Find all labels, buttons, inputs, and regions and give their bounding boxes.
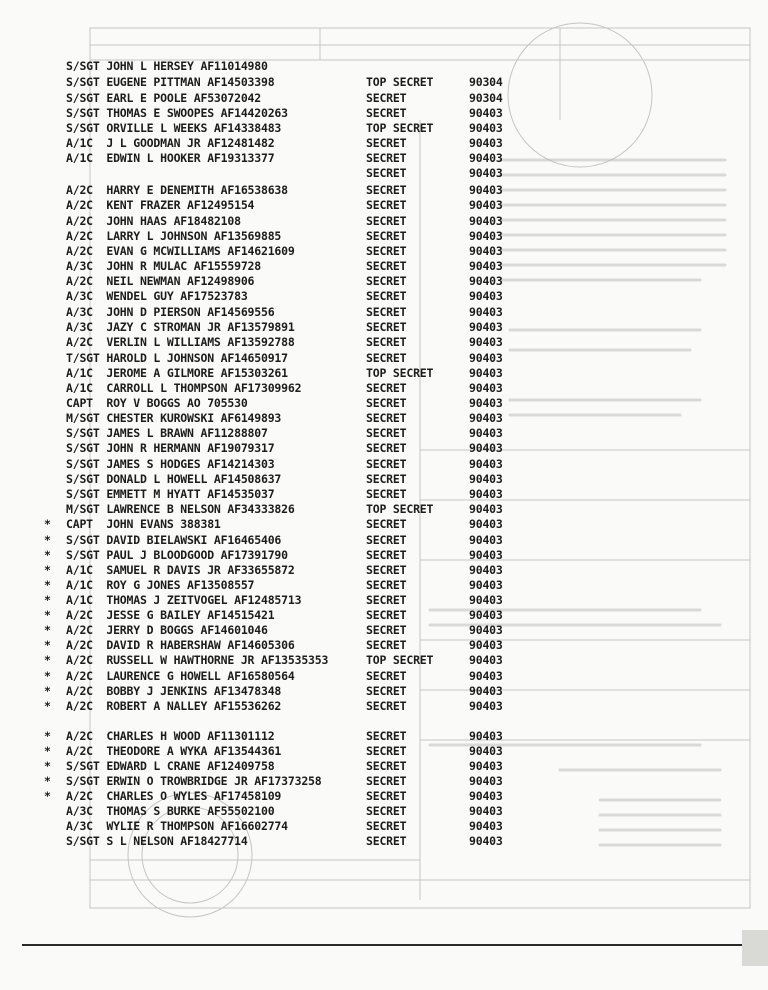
asterisk-marker: *: [44, 608, 51, 622]
roster-row: [0, 472, 768, 487]
personnel-name: S/SGT DAVID BIELAWSKI AF16465406: [66, 533, 282, 547]
asterisk-marker: *: [44, 699, 51, 713]
clearance-code: 90403: [469, 351, 503, 365]
clearance-level: SECRET: [366, 472, 407, 486]
roster-row: [0, 259, 768, 274]
asterisk-marker: *: [44, 744, 51, 758]
roster-row: [0, 774, 768, 789]
personnel-name: S/SGT JAMES L BRAWN AF11288807: [66, 426, 268, 440]
roster-row: [0, 714, 768, 729]
roster-row: [0, 426, 768, 441]
asterisk-marker: *: [44, 684, 51, 698]
clearance-level: TOP SECRET: [366, 366, 434, 380]
clearance-level: SECRET: [366, 411, 407, 425]
clearance-level: SECRET: [366, 563, 407, 577]
asterisk-marker: *: [44, 669, 51, 683]
clearance-code: 90403: [469, 729, 503, 743]
clearance-level: SECRET: [366, 623, 407, 637]
clearance-code: 90403: [469, 151, 503, 165]
clearance-code: 90403: [469, 198, 503, 212]
clearance-level: SECRET: [366, 151, 407, 165]
clearance-code: 90403: [469, 441, 503, 455]
clearance-level: SECRET: [366, 426, 407, 440]
personnel-name: CAPT JOHN EVANS 388381: [66, 517, 221, 531]
personnel-name: M/SGT CHESTER KUROWSKI AF6149893: [66, 411, 282, 425]
clearance-code: 90403: [469, 183, 503, 197]
clearance-code: 90403: [469, 548, 503, 562]
clearance-code: 90403: [469, 789, 503, 803]
clearance-code: 90403: [469, 623, 503, 637]
clearance-level: SECRET: [366, 198, 407, 212]
clearance-level: SECRET: [366, 759, 407, 773]
personnel-name: A/1C THOMAS J ZEITVOGEL AF12485713: [66, 593, 302, 607]
clearance-level: SECRET: [366, 593, 407, 607]
clearance-level: TOP SECRET: [366, 75, 434, 89]
asterisk-marker: *: [44, 789, 51, 803]
clearance-level: SECRET: [366, 259, 407, 273]
clearance-code: 90403: [469, 684, 503, 698]
roster-row: [0, 699, 768, 714]
clearance-code: 90403: [469, 563, 503, 577]
roster-row: [0, 411, 768, 426]
clearance-level: SECRET: [366, 166, 407, 180]
clearance-level: SECRET: [366, 517, 407, 531]
personnel-name: S/SGT JOHN R HERMANN AF19079317: [66, 441, 275, 455]
clearance-code: 90403: [469, 289, 503, 303]
clearance-level: SECRET: [366, 487, 407, 501]
roster-row: [0, 289, 768, 304]
personnel-name: S/SGT EDWARD L CRANE AF12409758: [66, 759, 275, 773]
personnel-name: A/2C JOHN HAAS AF18482108: [66, 214, 241, 228]
personnel-name: A/3C JOHN R MULAC AF15559728: [66, 259, 261, 273]
clearance-code: 90403: [469, 274, 503, 288]
personnel-name: A/1C J L GOODMAN JR AF12481482: [66, 136, 275, 150]
clearance-code: 90403: [469, 229, 503, 243]
clearance-level: SECRET: [366, 274, 407, 288]
clearance-code: 90403: [469, 381, 503, 395]
roster-row: [0, 166, 768, 181]
scan-edge-shadow: [742, 930, 768, 966]
bottom-rule: [22, 944, 752, 946]
clearance-level: TOP SECRET: [366, 121, 434, 135]
roster-row: [0, 351, 768, 366]
roster-row: [0, 59, 768, 74]
roster-row: [0, 834, 768, 849]
asterisk-marker: *: [44, 593, 51, 607]
personnel-name: A/2C JERRY D BOGGS AF14601046: [66, 623, 268, 637]
personnel-name: A/1C SAMUEL R DAVIS JR AF33655872: [66, 563, 295, 577]
personnel-name: M/SGT LAWRENCE B NELSON AF34333826: [66, 502, 295, 516]
roster-row: [0, 106, 768, 121]
roster-row: [0, 608, 768, 623]
roster-row: [0, 638, 768, 653]
clearance-level: SECRET: [366, 744, 407, 758]
clearance-code: 90403: [469, 396, 503, 410]
roster-row: [0, 75, 768, 90]
clearance-code: 90403: [469, 487, 503, 501]
personnel-name: A/1C CARROLL L THOMPSON AF17309962: [66, 381, 302, 395]
clearance-level: SECRET: [366, 834, 407, 848]
personnel-name: S/SGT EUGENE PITTMAN AF14503398: [66, 75, 275, 89]
roster-row: [0, 744, 768, 759]
clearance-code: 90403: [469, 608, 503, 622]
asterisk-marker: *: [44, 623, 51, 637]
clearance-code: 90403: [469, 774, 503, 788]
clearance-code: 90403: [469, 472, 503, 486]
clearance-code: 90403: [469, 411, 503, 425]
roster-row: [0, 396, 768, 411]
clearance-code: 90403: [469, 335, 503, 349]
clearance-code: 90304: [469, 75, 503, 89]
roster-row: [0, 804, 768, 819]
clearance-level: SECRET: [366, 396, 407, 410]
personnel-name: A/2C NEIL NEWMAN AF12498906: [66, 274, 255, 288]
personnel-name: A/2C VERLIN L WILLIAMS AF13592788: [66, 335, 295, 349]
clearance-level: SECRET: [366, 638, 407, 652]
clearance-level: SECRET: [366, 699, 407, 713]
personnel-name: S/SGT JAMES S HODGES AF14214303: [66, 457, 275, 471]
clearance-level: SECRET: [366, 335, 407, 349]
clearance-level: SECRET: [366, 533, 407, 547]
clearance-level: SECRET: [366, 578, 407, 592]
personnel-name: A/1C JEROME A GILMORE AF15303261: [66, 366, 288, 380]
clearance-level: SECRET: [366, 320, 407, 334]
personnel-name: A/2C KENT FRAZER AF12495154: [66, 198, 255, 212]
roster-row: [0, 729, 768, 744]
roster-row: [0, 533, 768, 548]
clearance-level: SECRET: [366, 289, 407, 303]
clearance-level: SECRET: [366, 441, 407, 455]
asterisk-marker: *: [44, 653, 51, 667]
clearance-code: 90403: [469, 244, 503, 258]
roster-row: [0, 320, 768, 335]
roster-row: [0, 759, 768, 774]
roster-row: [0, 819, 768, 834]
personnel-name: S/SGT JOHN L HERSEY AF11014980: [66, 59, 268, 73]
personnel-name: A/3C WENDEL GUY AF17523783: [66, 289, 248, 303]
clearance-code: 90304: [469, 91, 503, 105]
personnel-name: A/3C JOHN D PIERSON AF14569556: [66, 305, 275, 319]
roster-row: [0, 229, 768, 244]
clearance-level: SECRET: [366, 457, 407, 471]
personnel-name: A/2C JESSE G BAILEY AF14515421: [66, 608, 275, 622]
clearance-level: TOP SECRET: [366, 653, 434, 667]
roster-row: [0, 91, 768, 106]
clearance-level: SECRET: [366, 789, 407, 803]
personnel-name: A/2C DAVID R HABERSHAW AF14605306: [66, 638, 295, 652]
clearance-code: 90403: [469, 669, 503, 683]
clearance-code: 90403: [469, 259, 503, 273]
clearance-code: 90403: [469, 638, 503, 652]
personnel-name: A/3C THOMAS S BURKE AF55502100: [66, 804, 275, 818]
personnel-name: A/2C LARRY L JOHNSON AF13569885: [66, 229, 282, 243]
clearance-code: 90403: [469, 136, 503, 150]
personnel-name: A/2C RUSSELL W HAWTHORNE JR AF13535353: [66, 653, 329, 667]
personnel-name: S/SGT ERWIN O TROWBRIDGE JR AF17373258: [66, 774, 322, 788]
clearance-code: 90403: [469, 533, 503, 547]
clearance-code: 90403: [469, 759, 503, 773]
roster-row: [0, 684, 768, 699]
clearance-level: SECRET: [366, 608, 407, 622]
clearance-level: SECRET: [366, 106, 407, 120]
roster-row: [0, 381, 768, 396]
roster-row: [0, 623, 768, 638]
clearance-code: 90403: [469, 744, 503, 758]
clearance-code: 90403: [469, 804, 503, 818]
roster-row: [0, 669, 768, 684]
roster-row: [0, 335, 768, 350]
clearance-code: 90403: [469, 121, 503, 135]
clearance-level: SECRET: [366, 351, 407, 365]
clearance-code: 90403: [469, 517, 503, 531]
roster-row: [0, 441, 768, 456]
personnel-name: T/SGT HAROLD L JOHNSON AF14650917: [66, 351, 288, 365]
clearance-code: 90403: [469, 457, 503, 471]
clearance-level: SECRET: [366, 214, 407, 228]
personnel-name: A/2C LAURENCE G HOWELL AF16580564: [66, 669, 295, 683]
clearance-code: 90403: [469, 593, 503, 607]
clearance-level: SECRET: [366, 381, 407, 395]
roster-row: [0, 578, 768, 593]
asterisk-marker: *: [44, 774, 51, 788]
roster-row: [0, 183, 768, 198]
roster-row: [0, 151, 768, 166]
roster-row: [0, 517, 768, 532]
roster-row: [0, 548, 768, 563]
asterisk-marker: *: [44, 548, 51, 562]
personnel-name: A/3C WYLIE R THOMPSON AF16602774: [66, 819, 288, 833]
clearance-level: SECRET: [366, 669, 407, 683]
personnel-name: A/1C ROY G JONES AF13508557: [66, 578, 255, 592]
asterisk-marker: *: [44, 578, 51, 592]
personnel-name: A/2C HARRY E DENEMITH AF16538638: [66, 183, 288, 197]
personnel-name: A/2C CHARLES H WOOD AF11301112: [66, 729, 275, 743]
roster-row: [0, 198, 768, 213]
roster-row: [0, 274, 768, 289]
roster-row: [0, 593, 768, 608]
personnel-name: A/2C CHARLES O WYLES AF17458109: [66, 789, 282, 803]
roster-row: [0, 136, 768, 151]
clearance-level: SECRET: [366, 548, 407, 562]
personnel-name: A/3C JAZY C STROMAN JR AF13579891: [66, 320, 295, 334]
personnel-name: S/SGT S L NELSON AF18427714: [66, 834, 248, 848]
personnel-name: CAPT ROY V BOGGS AO 705530: [66, 396, 248, 410]
roster-row: [0, 121, 768, 136]
asterisk-marker: *: [44, 563, 51, 577]
clearance-level: SECRET: [366, 229, 407, 243]
clearance-level: SECRET: [366, 183, 407, 197]
roster-row: [0, 487, 768, 502]
personnel-name: S/SGT DONALD L HOWELL AF14508637: [66, 472, 282, 486]
clearance-code: 90403: [469, 578, 503, 592]
personnel-name: S/SGT ORVILLE L WEEKS AF14338483: [66, 121, 282, 135]
clearance-code: 90403: [469, 305, 503, 319]
clearance-code: 90403: [469, 366, 503, 380]
asterisk-marker: *: [44, 759, 51, 773]
clearance-code: 90403: [469, 320, 503, 334]
personnel-name: A/1C EDWIN L HOOKER AF19313377: [66, 151, 275, 165]
clearance-level: SECRET: [366, 774, 407, 788]
clearance-code: 90403: [469, 502, 503, 516]
roster-row: [0, 789, 768, 804]
clearance-code: 90403: [469, 166, 503, 180]
clearance-code: 90403: [469, 699, 503, 713]
asterisk-marker: *: [44, 638, 51, 652]
roster-row: [0, 457, 768, 472]
personnel-name: S/SGT THOMAS E SWOOPES AF14420263: [66, 106, 288, 120]
clearance-code: 90403: [469, 426, 503, 440]
clearance-code: 90403: [469, 214, 503, 228]
personnel-name: A/2C ROBERT A NALLEY AF15536262: [66, 699, 282, 713]
clearance-level: SECRET: [366, 729, 407, 743]
clearance-code: 90403: [469, 106, 503, 120]
roster-row: [0, 305, 768, 320]
roster-row: [0, 563, 768, 578]
personnel-name: A/2C THEODORE A WYKA AF13544361: [66, 744, 282, 758]
clearance-code: 90403: [469, 834, 503, 848]
roster-row: [0, 214, 768, 229]
clearance-level: SECRET: [366, 91, 407, 105]
clearance-level: SECRET: [366, 136, 407, 150]
personnel-name: A/2C BOBBY J JENKINS AF13478348: [66, 684, 282, 698]
clearance-level: SECRET: [366, 305, 407, 319]
personnel-name: S/SGT EMMETT M HYATT AF14535037: [66, 487, 275, 501]
roster-row: [0, 244, 768, 259]
roster-row: [0, 502, 768, 517]
roster-row: [0, 653, 768, 668]
clearance-level: SECRET: [366, 819, 407, 833]
personnel-name: S/SGT PAUL J BLOODGOOD AF17391790: [66, 548, 288, 562]
clearance-level: SECRET: [366, 244, 407, 258]
clearance-level: SECRET: [366, 684, 407, 698]
asterisk-marker: *: [44, 517, 51, 531]
asterisk-marker: *: [44, 729, 51, 743]
personnel-name: S/SGT EARL E POOLE AF53072042: [66, 91, 261, 105]
clearance-level: SECRET: [366, 804, 407, 818]
clearance-code: 90403: [469, 653, 503, 667]
clearance-code: 90403: [469, 819, 503, 833]
clearance-level: TOP SECRET: [366, 502, 434, 516]
roster-row: [0, 366, 768, 381]
personnel-name: A/2C EVAN G MCWILLIAMS AF14621609: [66, 244, 295, 258]
asterisk-marker: *: [44, 533, 51, 547]
